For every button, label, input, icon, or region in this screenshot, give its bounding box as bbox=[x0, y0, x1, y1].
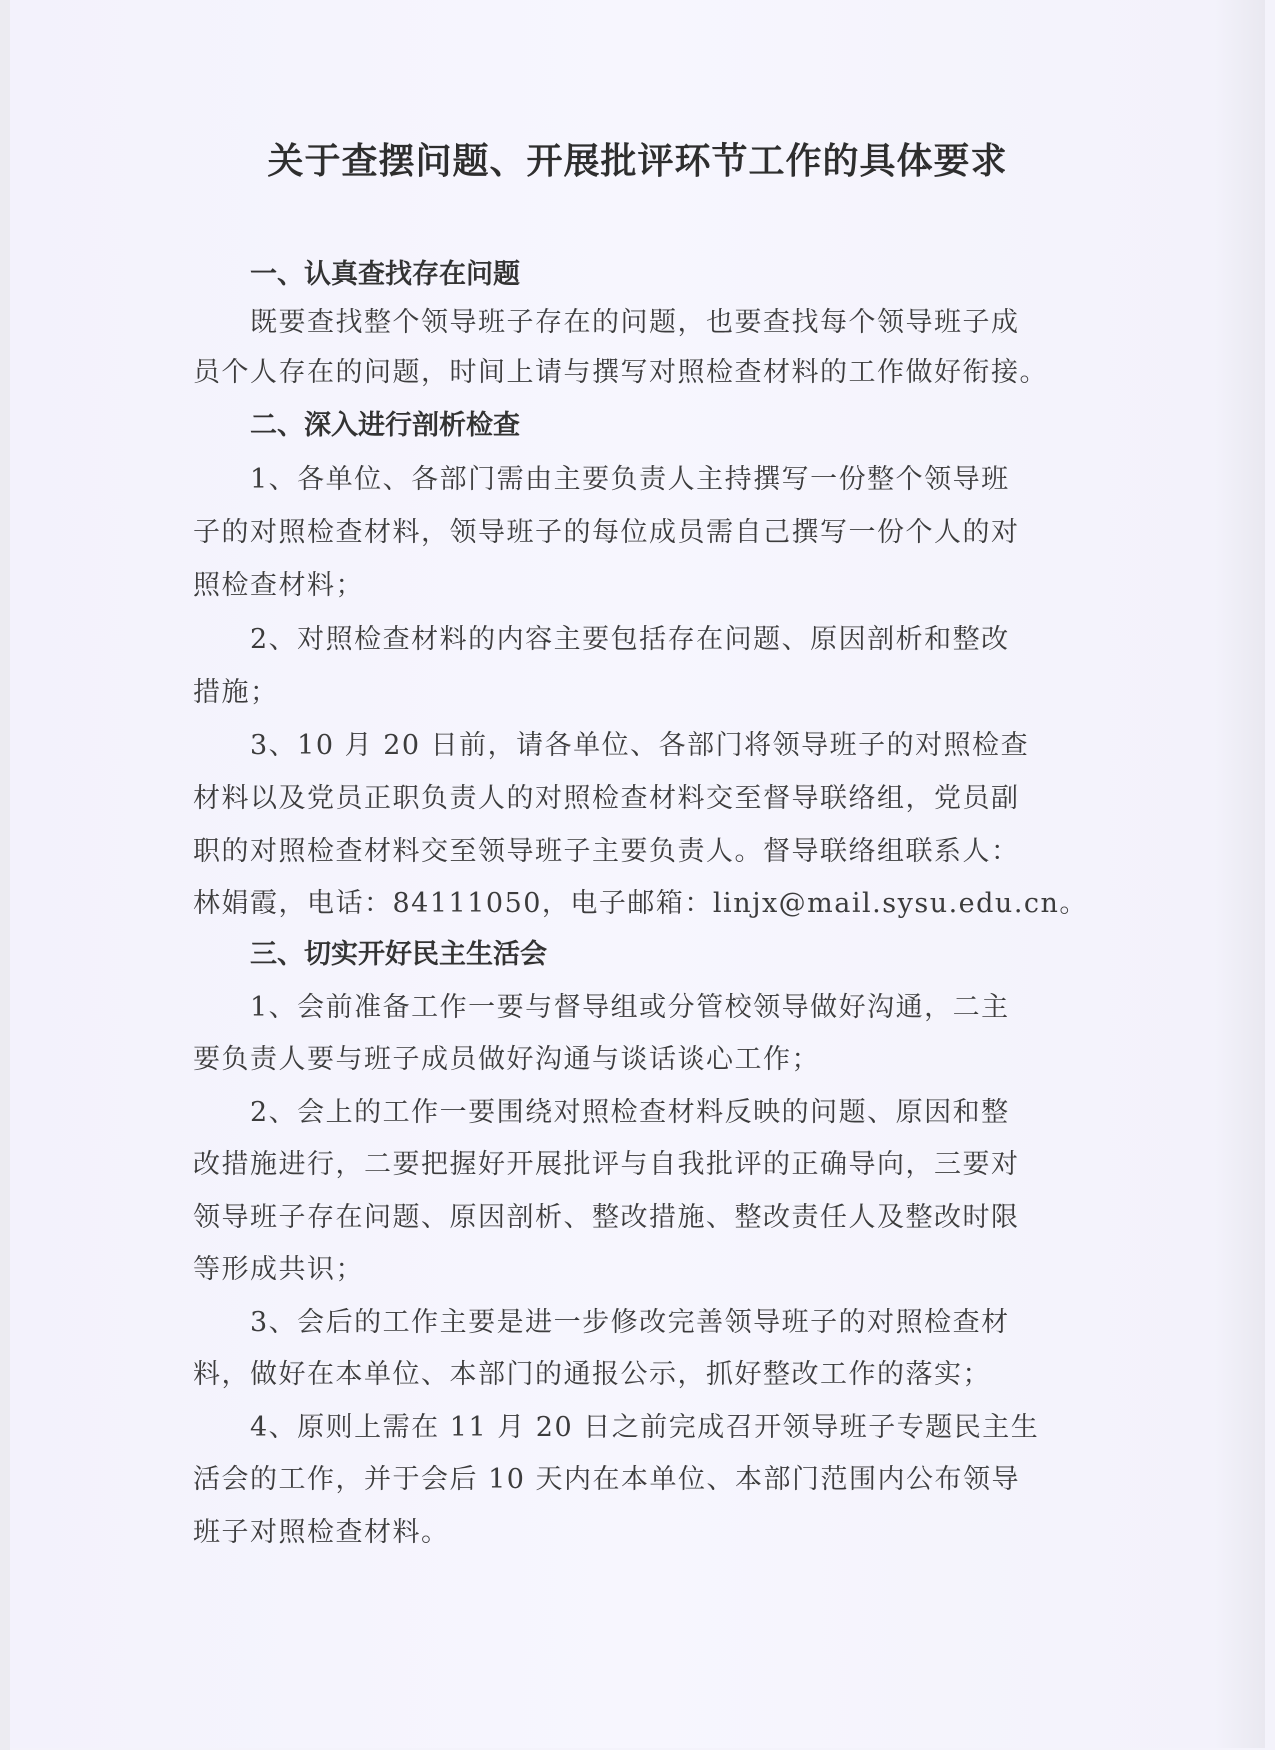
section-3-line-6: 等形成共识； bbox=[193, 1254, 364, 1285]
section-2-line-3: 照检查材料； bbox=[193, 570, 364, 601]
scan-left-edge bbox=[0, 0, 10, 1750]
section-3-line-9: 4、原则上需在 11 月 20 日之前完成召开领导班子专题民主生 bbox=[250, 1412, 1040, 1443]
section-3-line-3: 2、会上的工作一要围绕对照检查材料反映的问题、原因和整 bbox=[250, 1097, 1010, 1128]
section-2-line-6: 3、10 月 20 日前，请各单位、各部门将领导班子的对照检查 bbox=[250, 730, 1030, 761]
section-3-line-4: 改措施进行，二要把握好开展批评与自我批评的正确导向，三要对 bbox=[193, 1149, 1020, 1180]
section-2-line-7: 材料以及党员正职负责人的对照检查材料交至督导联络组，党员副 bbox=[193, 783, 1020, 814]
section-1-line-2: 员个人存在的问题，时间上请与撰写对照检查材料的工作做好衔接。 bbox=[193, 357, 1048, 388]
section-1-heading: 一、认真查找存在问题 bbox=[250, 259, 520, 290]
section-2-line-5: 措施； bbox=[193, 677, 279, 708]
section-3-line-2: 要负责人要与班子成员做好沟通与谈话谈心工作； bbox=[193, 1044, 820, 1075]
section-3-line-7: 3、会后的工作主要是进一步修改完善领导班子的对照检查材 bbox=[250, 1307, 1010, 1338]
section-3-line-8: 料，做好在本单位、本部门的通报公示，抓好整改工作的落实； bbox=[193, 1359, 991, 1390]
section-3-line-1: 1、会前准备工作一要与督导组或分管校领导做好沟通，二主 bbox=[250, 992, 1010, 1023]
section-2-line-2: 子的对照检查材料，领导班子的每位成员需自己撰写一份个人的对 bbox=[193, 517, 1020, 548]
section-3-line-11: 班子对照检查材料。 bbox=[193, 1517, 450, 1548]
section-2-heading: 二、深入进行剖析检查 bbox=[250, 410, 520, 441]
section-2-line-4: 2、对照检查材料的内容主要包括存在问题、原因剖析和整改 bbox=[250, 624, 1010, 655]
section-3-heading: 三、切实开好民主生活会 bbox=[250, 939, 547, 970]
section-1-line-1: 既要查找整个领导班子存在的问题，也要查找每个领导班子成 bbox=[250, 307, 1020, 338]
section-3-line-10: 活会的工作，并于会后 10 天内在本单位、本部门范围内公布领导 bbox=[193, 1464, 1021, 1495]
document-title: 关于查摆问题、开展批评环节工作的具体要求 bbox=[267, 141, 1008, 182]
section-2-line-9-contact: 林娟霞，电话：84111050，电子邮箱：linjx@mail.sysu.edu.cn。 bbox=[193, 888, 1088, 919]
section-3-line-5: 领导班子存在问题、原因剖析、整改措施、整改责任人及整改时限 bbox=[193, 1202, 1020, 1233]
section-2-line-8: 职的对照检查材料交至领导班子主要负责人。督导联络组联系人： bbox=[193, 836, 1020, 867]
section-2-line-1: 1、各单位、各部门需由主要负责人主持撰写一份整个领导班 bbox=[250, 464, 1010, 495]
